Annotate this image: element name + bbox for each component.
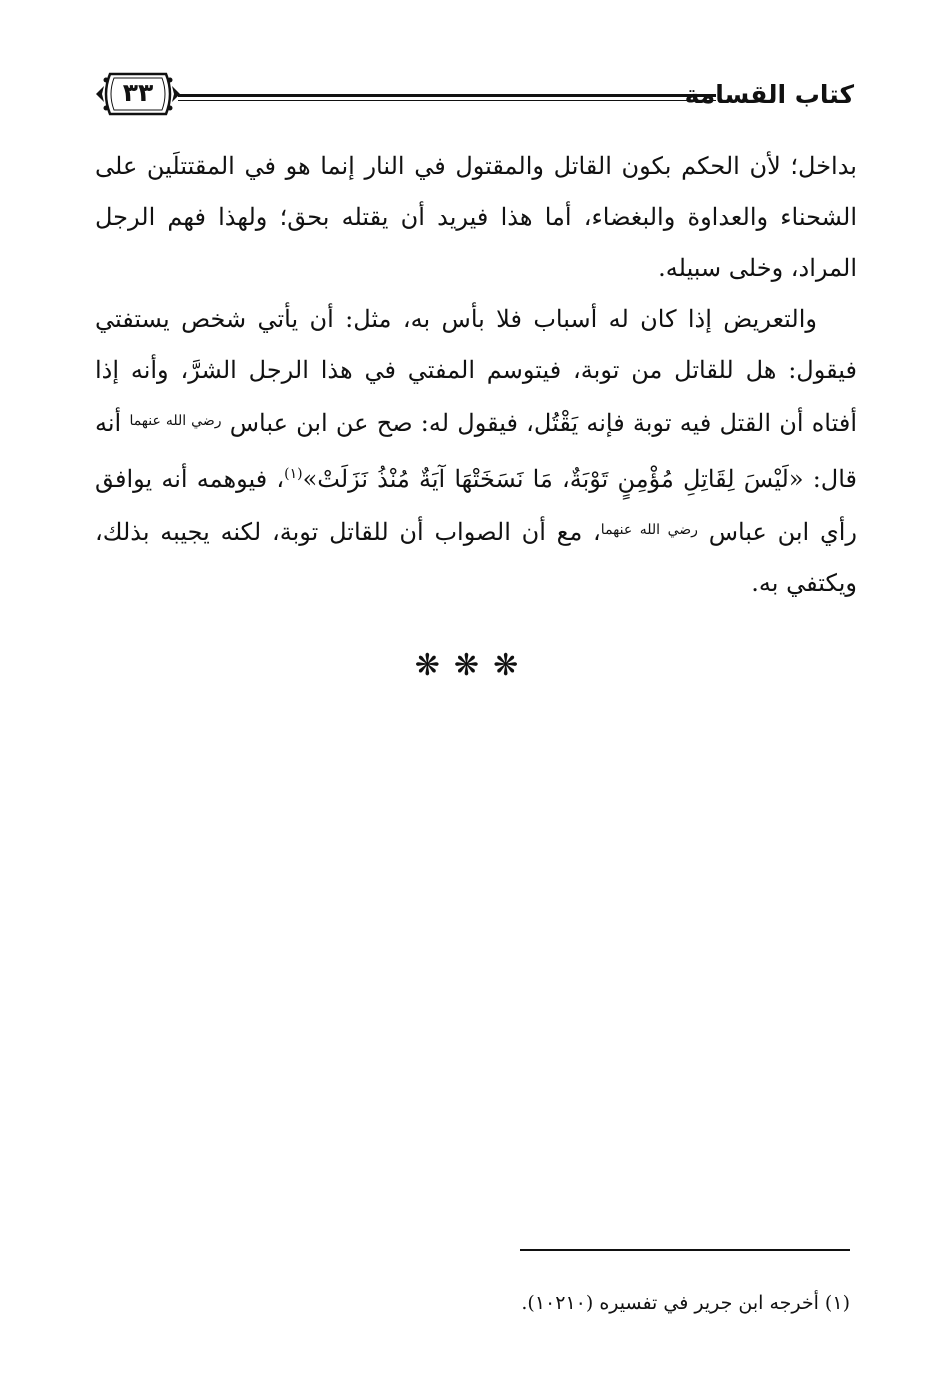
paragraph-2-part-2: أنه قال:	[95, 409, 858, 493]
honorific-ligature: رضي الله عنهما	[600, 522, 698, 538]
flower-ornament-icon: ❋	[414, 648, 454, 683]
page-number-ornament	[92, 66, 184, 122]
section-divider	[0, 648, 947, 684]
paragraph-2-part-1: والتعريض إذا كان له أسباب فلا بأس به، مثل: أن يأتي شخص يستفتي فيقول: هل للقاتل من توبة، فيتوسم المفتي في هذا الرجل الشرَّ، وأنه إذا أفتاه أن القتل فيه توبة فإنه يَقْتُل، فيقول له: صح عن ابن عباس	[95, 305, 857, 437]
flower-ornament-icon: ❋	[453, 648, 494, 683]
flower-ornament-icon: ❋	[493, 648, 533, 683]
paragraph-1: بداخل؛ لأن الحكم بكون القاتل والمقتول في النار إنما هو في المقتتلَين على الشحناء والعداوة والبغضاء، أما هذا فيريد أن يقتله بحق؛ ولهذا فهم الرجل المراد، وخلى سبيله.	[95, 152, 857, 282]
paragraph-2-part-3: ، فيوهمه أنه يوافق رأي ابن عباس	[95, 465, 858, 546]
header-rule-thin	[178, 100, 716, 101]
honorific-ligature: رضي الله عنهما	[129, 413, 222, 429]
paragraph-2	[95, 294, 857, 609]
footnote-1: (١) أخرجه ابن جرير في تفسيره (١٠٢١٠).	[521, 1292, 850, 1314]
footnote-reference[interactable]: (١)	[284, 466, 303, 482]
footnote-separator	[520, 1249, 850, 1251]
main-text	[95, 141, 857, 609]
running-header	[92, 66, 854, 122]
page-number: ٣٣	[122, 78, 154, 107]
chapter-title: كتاب القسامة	[684, 80, 854, 109]
paragraph-2-part-4: ، مع أن الصواب أن للقاتل توبة، لكنه يجيبه بذلك، ويكتفي به.	[95, 518, 857, 597]
hadith-quote: «لَيْسَ لِقَاتِلِ مُؤْمِنٍ تَوْبَةٌ، مَا نَسَخَتْهَا آيَةٌ مُنْذُ نَزَلَتْ»	[302, 465, 804, 493]
header-rule	[178, 94, 716, 97]
